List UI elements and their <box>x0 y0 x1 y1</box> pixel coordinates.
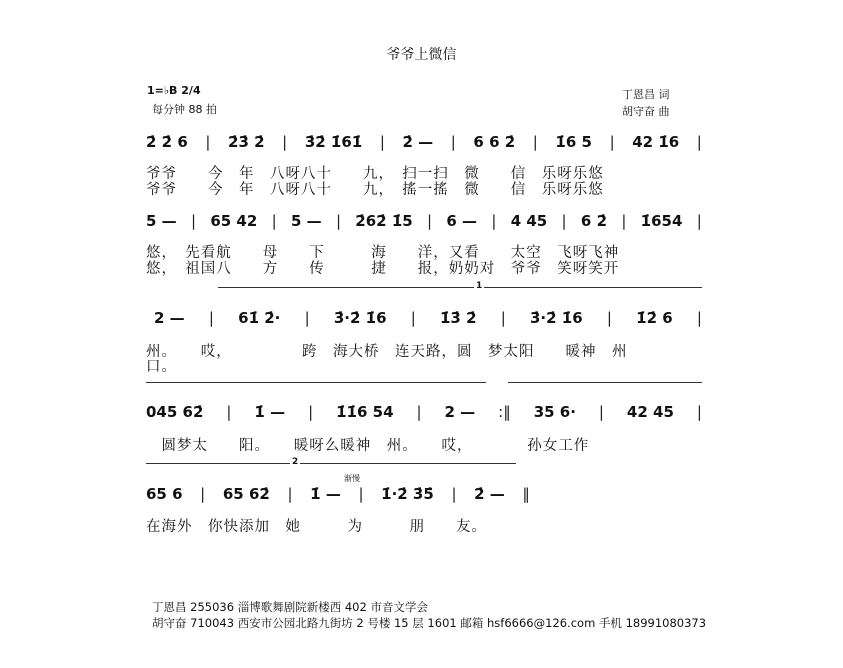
measure: 1̇ — <box>310 485 341 503</box>
measure: 1̇654 <box>640 212 683 230</box>
footer-composer-address: 胡守奋 710043 西安市公园北路九街坊 2 号楼 15 层 1601 邮箱 hsf6666@126.com 手机 18991080373 <box>152 616 707 630</box>
measure: 1̇3̇ 2̇ <box>439 309 477 327</box>
measure: 2̇ 2̇ 6 <box>146 133 188 151</box>
lyrics-verse-1: 在海外 你快添加 她 为 朋 友。 <box>146 519 487 535</box>
volta-number-2: 2 <box>292 457 299 467</box>
barline: | <box>609 133 615 151</box>
lyricist-credit: 丁恩昌 词 <box>622 88 670 101</box>
measure: 5 — <box>146 212 177 230</box>
measure: 65 62̇ <box>222 485 270 503</box>
measure: 65 42 <box>210 212 258 230</box>
barline: | <box>358 485 364 503</box>
measure: 6 2̇ <box>580 212 608 230</box>
measure: 3̇2̇ 1̇61̇ <box>304 133 363 151</box>
measure: 1̇1̇6 54 <box>336 403 394 421</box>
measure: 65 6 <box>146 485 183 503</box>
lyrics-verse-1: 圆梦太 阳。 暖呀么暖神 州。 哎， 孙女工作 <box>146 438 590 454</box>
measure: 4 45 <box>510 212 548 230</box>
song-title: 爷爷上微信 <box>386 47 457 63</box>
barline: | <box>451 485 457 503</box>
lyrics-verse-2: 口。 <box>146 359 177 375</box>
volta-bracket-2 <box>146 463 516 464</box>
lyrics-verse-1: 州。 哎， 跨 海大桥 连天路，圆 梦太阳 暖神 州 <box>146 344 628 360</box>
repeat-barline: :‖ <box>498 403 511 421</box>
measure: 61̇ 2̇· <box>238 309 281 327</box>
barline: | <box>200 485 206 503</box>
lyrics-verse-1: 爷爷 今 年 八呀八十 九， 扫一扫 微 信 乐呀乐悠 <box>146 166 604 182</box>
barline: | <box>226 403 232 421</box>
measure: 6 — <box>446 212 478 230</box>
barline: | <box>410 309 416 327</box>
measure: 2̇62̇ 1̇5 <box>355 212 413 230</box>
barline: | <box>450 133 456 151</box>
barline: | <box>491 212 497 230</box>
measure: 1̇2̇ 6 <box>636 309 673 327</box>
notes-row-2 <box>146 210 702 232</box>
measure: 2̇ — <box>474 485 505 503</box>
lyrics-verse-2: 爷爷 今 年 八呀八十 九， 搖一搖 微 信 乐呀乐悠 <box>146 182 604 198</box>
barline: | <box>271 212 277 230</box>
footer-lyricist-address: 丁恩昌 255036 淄博歌舞剧院新楼西 402 市音文学会 <box>152 600 428 614</box>
barline: | <box>282 133 288 151</box>
barline: | <box>532 133 538 151</box>
barline: | <box>335 212 341 230</box>
volta-bracket-end <box>146 382 486 383</box>
notes-row-1 <box>146 131 702 153</box>
notes-row-5 <box>146 483 530 505</box>
barline: | <box>308 403 314 421</box>
ritardando-marking: 渐慢 <box>344 474 360 483</box>
measure: 1̇6 5 <box>555 133 592 151</box>
volta-number-1: 1 <box>476 281 483 291</box>
barline: | <box>304 309 310 327</box>
notes-row-4 <box>146 401 702 423</box>
measure: 5 — <box>290 212 322 230</box>
measure: 42 45 <box>626 403 674 421</box>
barline: | <box>500 309 506 327</box>
tempo-marking: 每分钟 88 拍 <box>152 103 217 116</box>
measure: 6 6 2̇ <box>473 133 516 151</box>
notes-row-3 <box>154 307 702 329</box>
barline: | <box>379 133 385 151</box>
measure: 2̇3̇ 2̇ <box>228 133 265 151</box>
barline: | <box>606 309 612 327</box>
barline: | <box>416 403 422 421</box>
measure: 3̇·2̇ 1̇6 <box>333 309 387 327</box>
measure: 42 1̇6 <box>632 133 680 151</box>
barline: | <box>696 403 702 421</box>
composer-credit: 胡守奋 曲 <box>622 105 670 118</box>
barline: | <box>696 309 702 327</box>
barline: | <box>287 485 293 503</box>
final-barline: ‖ <box>522 485 530 503</box>
barline: | <box>621 212 627 230</box>
barline: | <box>696 212 702 230</box>
lyrics-verse-1: 悠， 先看航 母 下 海 洋，又看 太空 飞呀飞神 <box>146 245 620 261</box>
lyrics-verse-2: 悠， 祖国八 方 传 捷 报，奶奶对 爷爷 笑呀笑开 <box>146 261 620 277</box>
measure: 2̇ — <box>402 133 434 151</box>
measure: 2 — <box>154 309 185 327</box>
measure: 2 — <box>444 403 476 421</box>
key-signature: 1=♭B 2/4 <box>147 84 201 97</box>
barline: | <box>190 212 197 230</box>
measure: 1̇ — <box>254 403 286 421</box>
measure: 1̇·2̇ 3̇5̇ <box>381 485 434 503</box>
volta-bracket-1 <box>218 287 702 288</box>
barline: | <box>561 212 567 230</box>
measure: 3̇·2̇ 1̇6 <box>530 309 583 327</box>
barline: | <box>205 133 211 151</box>
barline: | <box>427 212 433 230</box>
measure: 35 6· <box>533 403 576 421</box>
barline: | <box>696 133 702 151</box>
barline: | <box>208 309 214 327</box>
volta-bracket-start <box>508 382 702 383</box>
barline: | <box>598 403 604 421</box>
measure: 045 62̇ <box>146 403 204 421</box>
